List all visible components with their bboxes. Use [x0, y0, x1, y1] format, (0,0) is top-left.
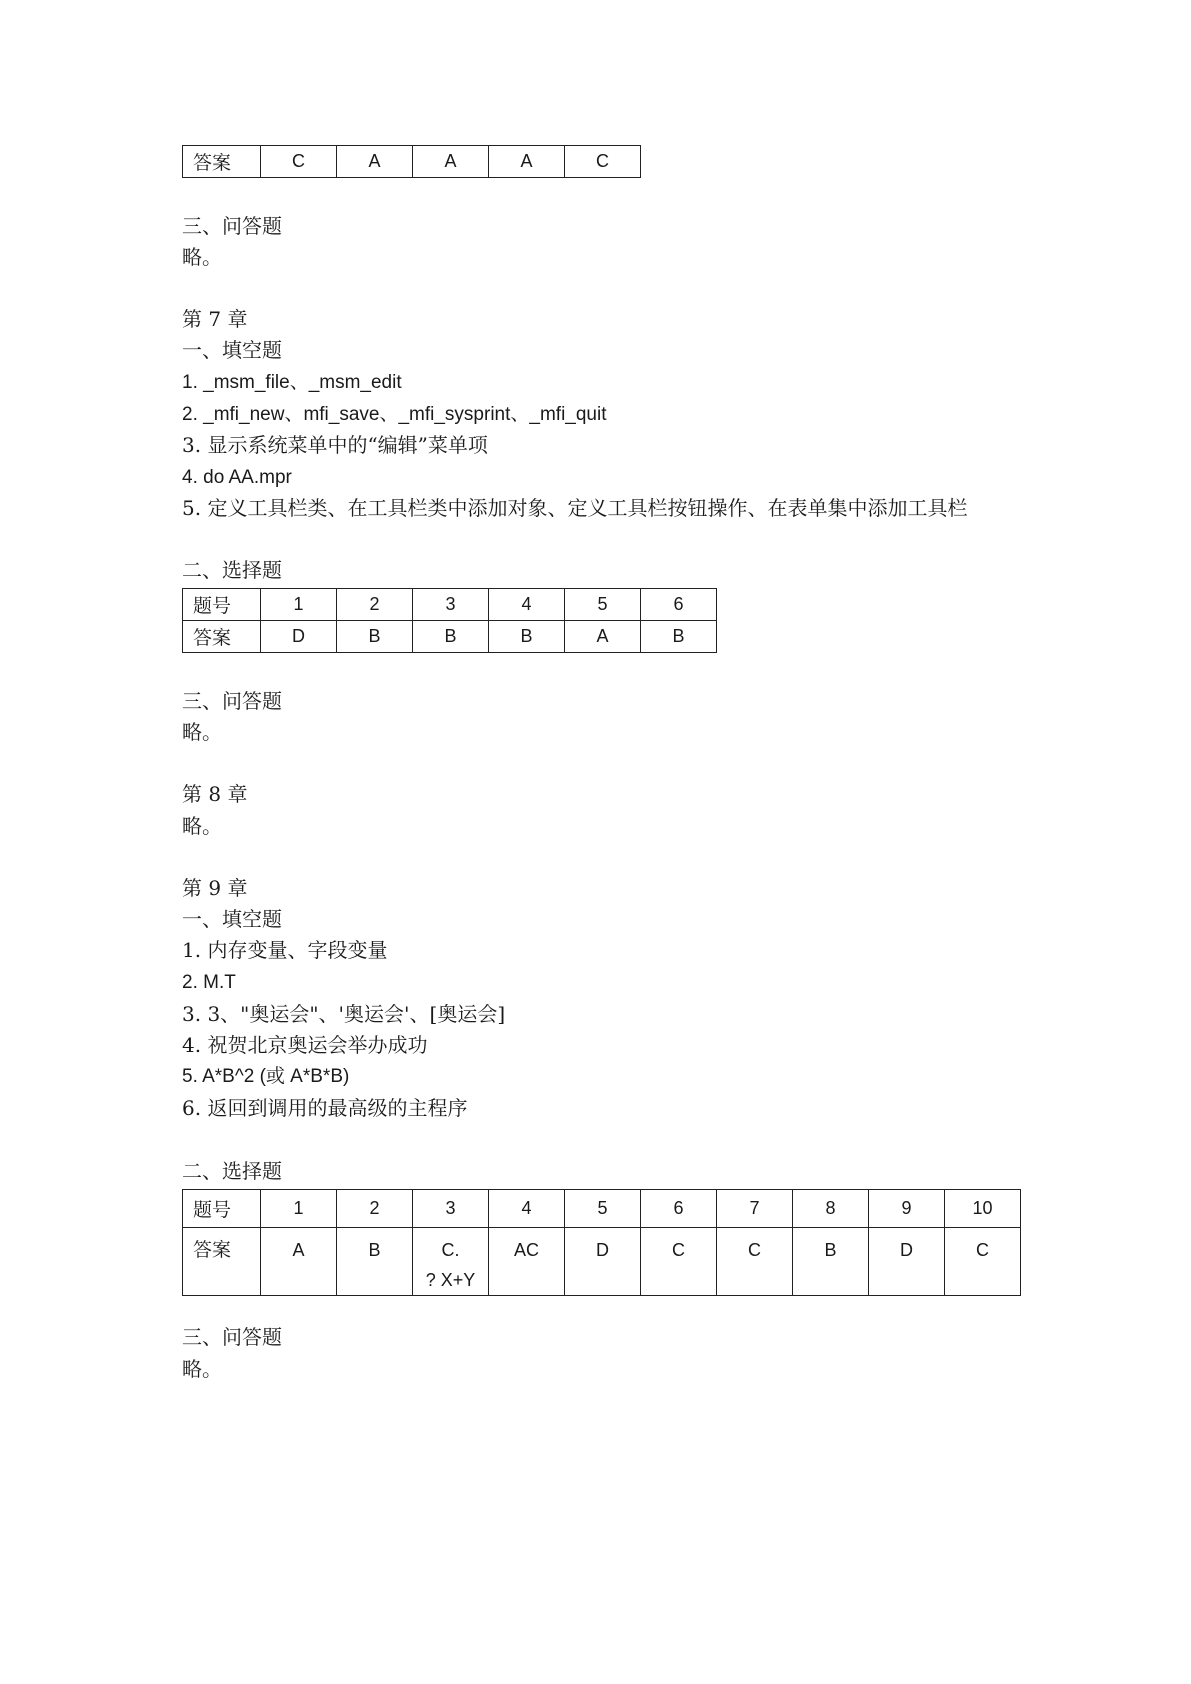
chapter-body: 略。: [182, 814, 222, 838]
answer-row: [183, 621, 717, 653]
number-cell: 7: [717, 1190, 793, 1228]
row-label-answer: 答案: [183, 1228, 261, 1296]
answer-cell: A: [337, 146, 413, 178]
section-heading-qa: 三、问答题: [182, 1325, 282, 1349]
qa-body: 略。: [182, 720, 222, 744]
section-heading-choice: 二、选择题: [182, 1159, 282, 1183]
prev-chapter-answer-table: [182, 145, 641, 178]
fill-item: 3. 显示系统菜单中的“编辑”菜单项: [182, 433, 488, 457]
row-label-answer: 答案: [183, 621, 261, 653]
number-cell: 6: [641, 1190, 717, 1228]
fill-item: 4. 祝贺北京奥运会举办成功: [182, 1033, 428, 1057]
answer-cell: D: [261, 621, 337, 653]
fill-item: 6. 返回到调用的最高级的主程序: [182, 1096, 468, 1120]
choice-answer-table: [182, 1189, 1021, 1296]
answer-cell: B: [337, 1228, 413, 1296]
row-label-number: 题号: [183, 1190, 261, 1228]
number-cell: 6: [641, 589, 717, 621]
number-cell: 3: [413, 1190, 489, 1228]
section-heading-qa: 三、问答题: [182, 214, 282, 238]
number-cell: 8: [793, 1190, 869, 1228]
fill-item: 2. M.T: [182, 972, 236, 993]
fill-item: 1. _msm_file、_msm_edit: [182, 372, 402, 393]
answer-cell-line: ? X+Y: [425, 1270, 476, 1290]
answer-cell: C: [261, 146, 337, 178]
number-cell: 1: [261, 589, 337, 621]
qa-body: 略。: [182, 1357, 222, 1381]
question-number-row: [183, 1190, 1021, 1228]
answer-cell: AC: [489, 1228, 565, 1296]
fill-item: 2. _mfi_new、mfi_save、_mfi_sysprint、_mfi_quit: [182, 404, 607, 425]
answer-cell: B: [793, 1228, 869, 1296]
answer-cell: C: [945, 1228, 1021, 1296]
number-cell: 4: [489, 589, 565, 621]
question-number-row: [183, 589, 717, 621]
answer-cell: B: [489, 621, 565, 653]
choice-answer-table: [182, 588, 717, 653]
row-label-answer: 答案: [183, 146, 261, 178]
answer-cell: C: [565, 146, 641, 178]
fill-item: 5. 定义工具栏类、在工具栏类中添加对象、定义工具栏按钮操作、在表单集中添加工具栏: [182, 496, 968, 520]
qa-body: 略。: [182, 245, 222, 269]
answer-cell: C: [641, 1228, 717, 1296]
number-cell: 5: [565, 1190, 641, 1228]
fill-item: 4. do AA.mpr: [182, 467, 292, 488]
section-heading-qa: 三、问答题: [182, 689, 282, 713]
answer-cell: B: [337, 621, 413, 653]
row-label-number: 题号: [183, 589, 261, 621]
section-heading-fill: 一、填空题: [182, 907, 282, 931]
number-cell: 2: [337, 589, 413, 621]
chapter-title: 第 9 章: [182, 876, 248, 900]
answer-cell-line: C.: [441, 1240, 460, 1260]
answer-row: [183, 146, 641, 178]
number-cell: 9: [869, 1190, 945, 1228]
chapter-title: 第 7 章: [182, 307, 248, 331]
answer-cell: C: [717, 1228, 793, 1296]
number-cell: 1: [261, 1190, 337, 1228]
fill-item: 1. 内存变量、字段变量: [182, 938, 388, 962]
chapter-title: 第 8 章: [182, 782, 248, 806]
number-cell: 5: [565, 589, 641, 621]
answer-cell: D: [565, 1228, 641, 1296]
answer-cell: B: [641, 621, 717, 653]
answer-cell: A: [413, 146, 489, 178]
answer-cell: A: [565, 621, 641, 653]
number-cell: 4: [489, 1190, 565, 1228]
number-cell: 10: [945, 1190, 1021, 1228]
answer-cell: A: [489, 146, 565, 178]
answer-cell: B: [413, 621, 489, 653]
fill-item: 3. 3、"奥运会"、'奥运会'、[奥运会]: [182, 1002, 506, 1026]
answer-cell-multiline: [413, 1228, 489, 1296]
section-heading-fill: 一、填空题: [182, 338, 282, 362]
number-cell: 2: [337, 1190, 413, 1228]
section-heading-choice: 二、选择题: [182, 558, 282, 582]
answer-cell: D: [869, 1228, 945, 1296]
answer-cell: A: [261, 1228, 337, 1296]
number-cell: 3: [413, 589, 489, 621]
answer-row: [183, 1228, 1021, 1296]
fill-item: 5. A*B^2 (或 A*B*B): [182, 1066, 350, 1087]
